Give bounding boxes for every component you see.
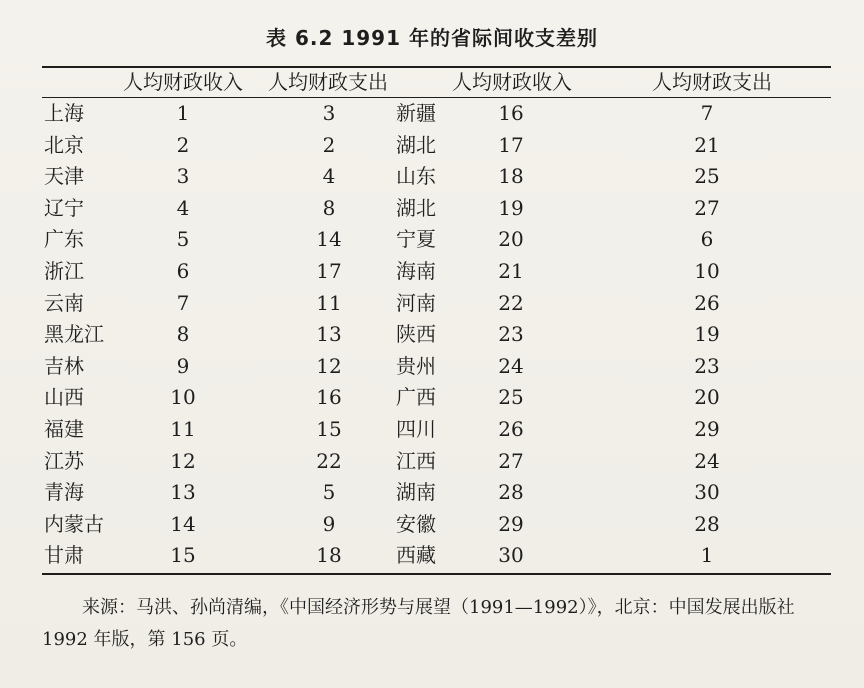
right-income-cell: 17 — [498, 132, 524, 157]
left-expense-cell: 22 — [316, 448, 342, 473]
right-expense-cell: 29 — [694, 417, 720, 441]
left-expense-cell: 11 — [316, 290, 342, 315]
left-expense-cell: 12 — [316, 353, 342, 378]
left-province-cell: 广东 — [44, 227, 84, 252]
right-income-cell: 30 — [498, 543, 524, 568]
left-expense-cell: 13 — [316, 322, 342, 347]
right-income-cell: 23 — [498, 322, 524, 347]
left-province-cell: 北京 — [44, 132, 84, 157]
table-row — [0, 319, 864, 350]
left-income-cell: 8 — [176, 322, 190, 347]
left-province-cell: 黑龙江 — [44, 322, 104, 347]
table-row — [0, 477, 864, 508]
left-expense-cell: 17 — [316, 259, 342, 283]
right-income-cell: 22 — [498, 290, 524, 315]
right-income-cell: 20 — [498, 227, 524, 252]
right-expense-cell: 20 — [694, 385, 720, 410]
table-row — [0, 193, 864, 224]
right-province-cell: 河南 — [396, 290, 436, 315]
right-expense-cell: 6 — [700, 227, 714, 252]
header-left-income: 人均财政收入 — [123, 70, 243, 94]
table-bottom-rule — [42, 573, 831, 575]
left-province-cell: 辽宁 — [44, 195, 84, 220]
header-right-expense: 人均财政支出 — [652, 70, 772, 94]
left-expense-cell: 2 — [322, 132, 336, 157]
table-row — [0, 509, 864, 540]
left-expense-cell: 4 — [322, 164, 336, 189]
right-expense-cell: 7 — [700, 101, 714, 125]
table-row — [0, 382, 864, 413]
left-expense-cell: 9 — [322, 511, 336, 536]
left-income-cell: 11 — [170, 417, 196, 441]
left-expense-cell: 8 — [322, 195, 336, 220]
right-expense-cell: 19 — [694, 322, 720, 347]
left-province-cell: 浙江 — [44, 259, 84, 283]
table-header-row — [0, 67, 864, 97]
right-expense-cell: 25 — [694, 164, 720, 189]
right-province-cell: 山东 — [396, 164, 436, 189]
left-income-cell: 13 — [170, 480, 196, 505]
left-income-cell: 1 — [176, 101, 190, 125]
source-note-line-1: 来源：马洪、孙尚清编，《中国经济形势与展望（1991—1992）》，北京：中国发展出版社 — [82, 597, 795, 618]
left-income-cell: 4 — [176, 195, 190, 220]
right-income-cell: 18 — [498, 164, 524, 189]
left-province-cell: 福建 — [44, 417, 84, 441]
left-income-cell: 2 — [176, 132, 190, 157]
table-row — [0, 256, 864, 287]
right-expense-cell: 26 — [694, 290, 720, 315]
right-province-cell: 广西 — [396, 385, 436, 410]
left-province-cell: 青海 — [44, 480, 84, 505]
header-right-income: 人均财政收入 — [452, 70, 572, 94]
right-province-cell: 宁夏 — [396, 227, 436, 252]
left-income-cell: 10 — [170, 385, 196, 410]
left-province-cell: 云南 — [44, 290, 84, 315]
right-province-cell: 海南 — [396, 259, 436, 283]
table-row — [0, 351, 864, 382]
left-province-cell: 上海 — [44, 101, 84, 125]
right-expense-cell: 1 — [700, 543, 714, 568]
left-expense-cell: 18 — [316, 543, 342, 568]
right-province-cell: 西藏 — [396, 543, 436, 568]
left-income-cell: 6 — [176, 259, 190, 283]
left-expense-cell: 16 — [316, 385, 342, 410]
right-income-cell: 26 — [498, 417, 524, 441]
right-province-cell: 陕西 — [396, 322, 436, 347]
right-income-cell: 27 — [498, 448, 524, 473]
left-province-cell: 山西 — [44, 385, 84, 410]
right-province-cell: 新疆 — [396, 101, 436, 125]
left-income-cell: 5 — [176, 227, 190, 252]
left-income-cell: 12 — [170, 448, 196, 473]
source-note-line-2: 1992 年版，第 156 页。 — [42, 629, 248, 650]
left-expense-cell: 3 — [322, 101, 336, 125]
table-row — [0, 414, 864, 445]
source-note — [42, 592, 842, 656]
left-province-cell: 吉林 — [44, 353, 84, 378]
left-province-cell: 天津 — [44, 164, 84, 189]
right-province-cell: 湖北 — [396, 132, 436, 157]
right-expense-cell: 28 — [694, 511, 720, 536]
left-province-cell: 甘肃 — [44, 543, 84, 568]
left-province-cell: 江苏 — [44, 448, 84, 473]
left-income-cell: 9 — [176, 353, 190, 378]
right-province-cell: 贵州 — [396, 353, 436, 378]
table-row — [0, 130, 864, 161]
header-left-expense: 人均财政支出 — [268, 70, 388, 94]
table-row — [0, 224, 864, 255]
right-province-cell: 江西 — [396, 448, 436, 473]
left-expense-cell: 15 — [316, 417, 342, 441]
right-income-cell: 25 — [498, 385, 524, 410]
left-expense-cell: 14 — [316, 227, 342, 252]
left-expense-cell: 5 — [322, 480, 336, 505]
table-row — [0, 540, 864, 571]
right-expense-cell: 23 — [694, 353, 720, 378]
right-province-cell: 四川 — [396, 417, 436, 441]
right-expense-cell: 24 — [694, 448, 720, 473]
right-province-cell: 安徽 — [396, 511, 436, 536]
left-income-cell: 3 — [176, 164, 190, 189]
table-row — [0, 98, 864, 129]
right-expense-cell: 10 — [694, 259, 720, 283]
table-title: 表 6.2 1991 年的省际间收支差别 — [266, 26, 598, 50]
left-income-cell: 15 — [170, 543, 196, 568]
right-income-cell: 28 — [498, 480, 524, 505]
right-income-cell: 21 — [498, 259, 524, 283]
right-expense-cell: 30 — [694, 480, 720, 505]
table-row — [0, 288, 864, 319]
right-income-cell: 19 — [498, 195, 524, 220]
right-province-cell: 湖南 — [396, 480, 436, 505]
table-row — [0, 161, 864, 192]
right-income-cell: 16 — [498, 101, 524, 125]
left-income-cell: 7 — [176, 290, 190, 315]
right-province-cell: 湖北 — [396, 195, 436, 220]
table-row — [0, 446, 864, 477]
right-expense-cell: 21 — [694, 132, 720, 157]
right-income-cell: 24 — [498, 353, 524, 378]
left-province-cell: 内蒙古 — [44, 511, 104, 536]
right-income-cell: 29 — [498, 511, 524, 536]
left-income-cell: 14 — [170, 511, 196, 536]
right-expense-cell: 27 — [694, 195, 720, 220]
